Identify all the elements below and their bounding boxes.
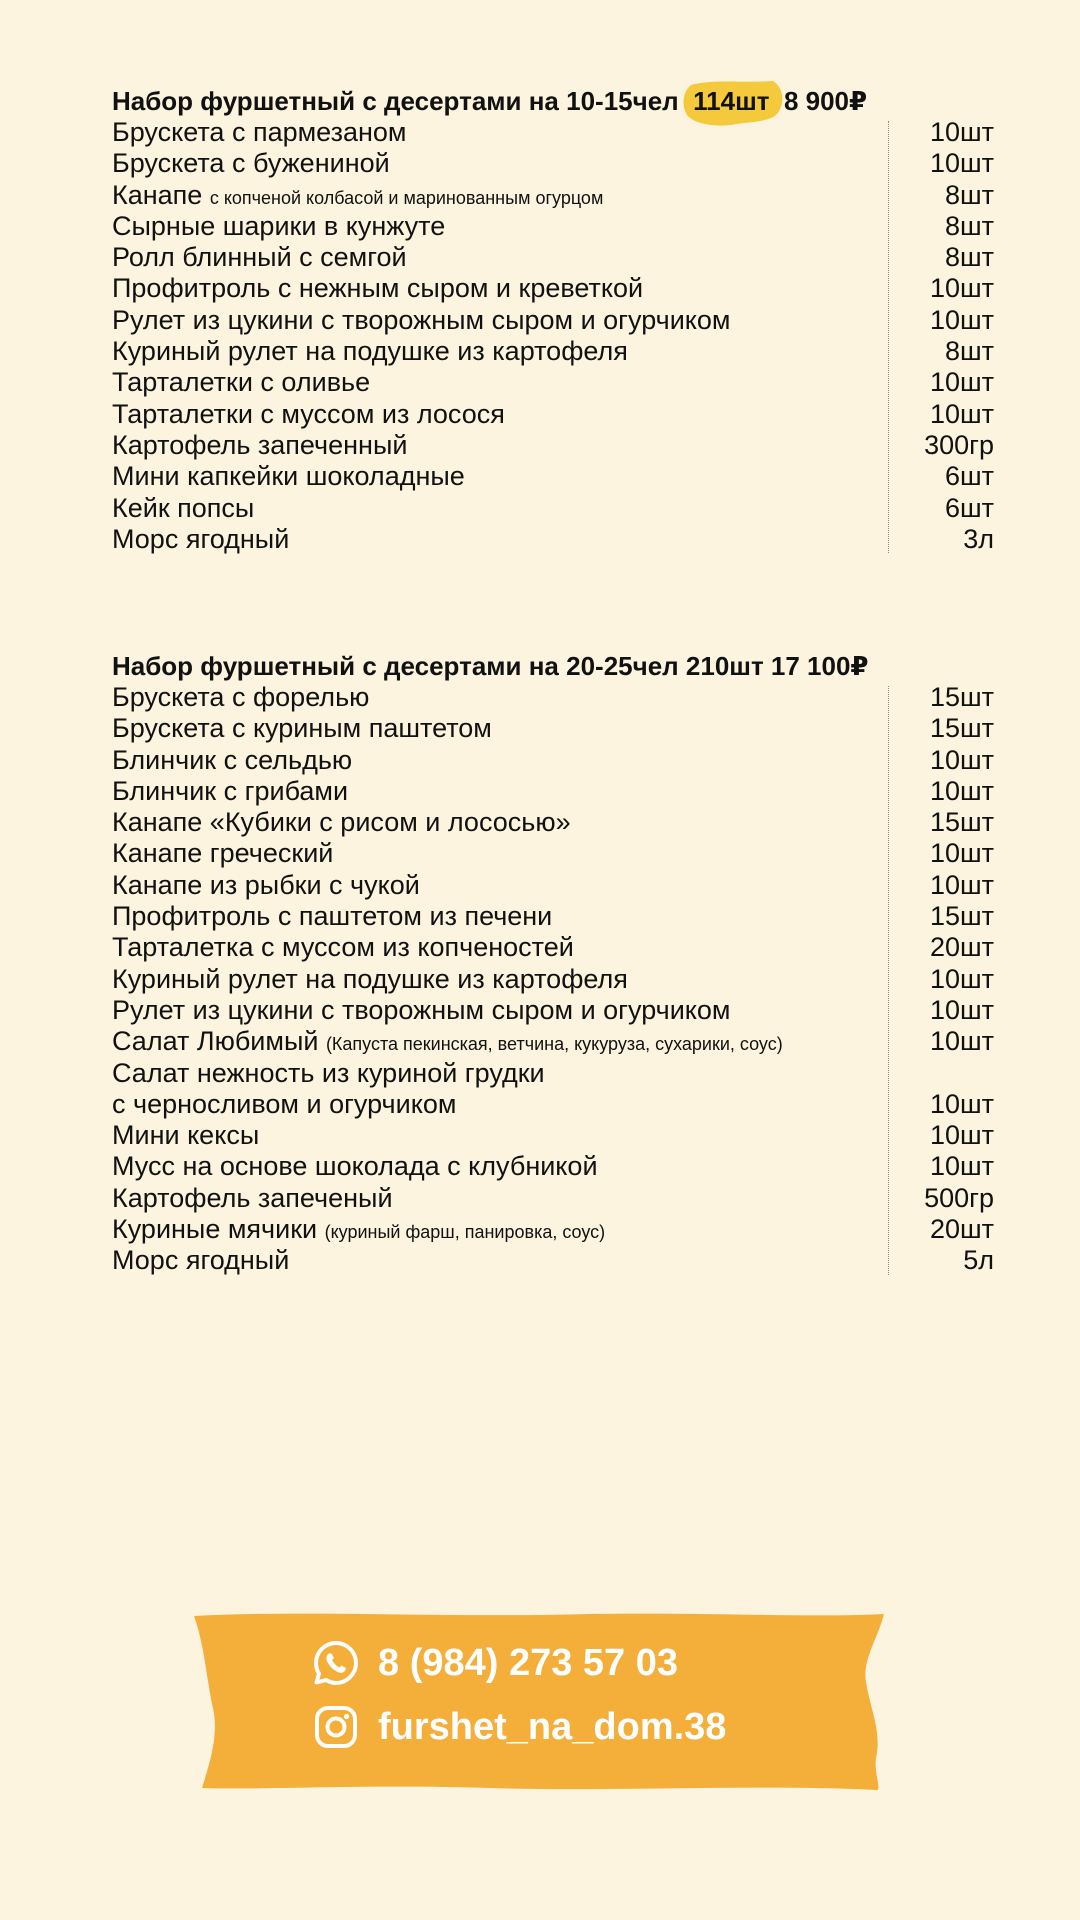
- menu-item: [112, 932, 994, 963]
- menu-item: [112, 1214, 994, 1245]
- menu-item-name: [112, 1120, 259, 1151]
- menu-item-name: [112, 1151, 598, 1182]
- menu-item-note: (куриный фарш, панировка, соус): [324, 1222, 606, 1243]
- set-1-title: Набор фуршетный с десертами на 10-15чел: [112, 86, 679, 116]
- menu-item: [112, 117, 994, 148]
- menu-item-name: [112, 964, 628, 995]
- menu-item-title: Картофель запеченный: [112, 429, 408, 460]
- menu-item-quantity: 500гр: [924, 1182, 994, 1213]
- menu-item-quantity: 8шт: [944, 179, 994, 210]
- menu-item: [112, 305, 994, 336]
- menu-item: [112, 524, 994, 555]
- menu-item-quantity: 15шт: [929, 713, 994, 744]
- menu-item-title: Канапе: [112, 179, 210, 210]
- menu-item: [112, 430, 994, 461]
- menu-item-name: [112, 430, 407, 461]
- menu-item-quantity: 6шт: [944, 492, 994, 523]
- menu-item-quantity: 10шт: [929, 1026, 994, 1057]
- contact-ribbon: [190, 1608, 888, 1794]
- menu-item-title: Сырные шарики в кунжуте: [112, 210, 446, 241]
- menu-item-name: [112, 682, 369, 713]
- menu-item-name: [112, 524, 289, 555]
- menu-item-title: с черносливом и огурчиком: [112, 1088, 457, 1119]
- menu-item-quantity: 10шт: [929, 304, 994, 335]
- menu-item-quantity: 6шт: [944, 461, 994, 492]
- menu-item-name: [112, 1089, 456, 1120]
- menu-item-title: Куриный рулет на подушке из картофеля: [112, 963, 628, 994]
- menu-item-name: [112, 932, 574, 963]
- menu-item-name: [112, 211, 445, 242]
- menu-item-name: [112, 273, 643, 304]
- menu-item: [112, 1058, 994, 1089]
- menu-item-title: Блинчик с сельдью: [112, 744, 353, 775]
- menu-item-quantity: 8шт: [944, 242, 994, 273]
- menu-item-quantity: 8шт: [944, 210, 994, 241]
- menu-item: [112, 1245, 994, 1276]
- menu-item-name: [112, 776, 348, 807]
- menu-item: [112, 211, 994, 242]
- menu-item-quantity: 10шт: [929, 1151, 994, 1182]
- menu-item-title: Куриные мячики: [112, 1214, 325, 1245]
- menu-item-quantity: 10шт: [929, 367, 994, 398]
- menu-item-name: [112, 745, 352, 776]
- menu-item-name: [112, 1245, 289, 1276]
- whatsapp-icon: [312, 1639, 360, 1687]
- menu-item-quantity: 10шт: [929, 963, 994, 994]
- menu-item-title: Рулет из цукини с творожным сыром и огурчиком: [112, 994, 731, 1025]
- instagram-icon: [312, 1703, 360, 1751]
- menu-item-title: Салат нежность из куриной грудки: [112, 1057, 545, 1088]
- menu-item-title: Профитроль с паштетом из печени: [112, 901, 553, 932]
- phone-contact[interactable]: [312, 1638, 678, 1688]
- menu-item: [112, 461, 994, 492]
- menu-item-quantity: 3л: [963, 523, 994, 554]
- menu-item: [112, 1026, 994, 1057]
- menu-item: [112, 745, 994, 776]
- menu-item-quantity: 10шт: [929, 775, 994, 806]
- menu-item-name: [112, 367, 370, 398]
- menu-item: [112, 242, 994, 273]
- menu-item-name: [112, 399, 505, 430]
- menu-item-name: [112, 870, 420, 901]
- menu-item: [112, 995, 994, 1026]
- set-1-count: 114шт: [693, 86, 770, 116]
- menu-item: [112, 870, 994, 901]
- menu-item-title: Мусс на основе шоколада с клубникой: [112, 1151, 598, 1182]
- menu-item-quantity: 20шт: [929, 932, 994, 963]
- menu-item-name: [112, 1183, 393, 1214]
- menu-item-title: Ролл блинный с семгой: [112, 242, 407, 273]
- menu-item: [112, 493, 994, 524]
- set-1-count-highlight: [693, 86, 769, 117]
- menu-item-quantity: 8шт: [944, 336, 994, 367]
- menu-item: [112, 1120, 994, 1151]
- set-1-heading: [112, 86, 994, 117]
- menu-item-name: [112, 838, 333, 869]
- menu-item: [112, 148, 994, 179]
- menu-item-title: Брускета с куриным паштетом: [112, 713, 492, 744]
- menu-item-title: Канапе из рыбки с чукой: [112, 869, 420, 900]
- menu-item-name: [112, 1058, 545, 1089]
- instagram-contact[interactable]: [312, 1702, 726, 1752]
- menu-item-note: (Капуста пекинская, ветчина, кукуруза, сухарики, соус): [325, 1034, 783, 1055]
- menu-item-name: [112, 1026, 783, 1060]
- menu-item-title: Мини кексы: [112, 1120, 260, 1151]
- set-1-price: 8 900₽: [783, 86, 868, 116]
- menu-item-quantity: 5л: [963, 1245, 994, 1276]
- menu-item-title: Брускета с форелью: [112, 682, 370, 712]
- menu-item: [112, 336, 994, 367]
- set-2-items: [112, 682, 994, 1277]
- menu-item-title: Канапе греческий: [112, 838, 334, 869]
- menu-item-title: Тарталетки с оливье: [112, 367, 371, 398]
- menu-item-name: [112, 901, 552, 932]
- menu-item-name: [112, 305, 730, 336]
- menu-item: [112, 1183, 994, 1214]
- menu-item: [112, 399, 994, 430]
- instagram-handle: furshet_na_dom.38: [378, 1705, 727, 1748]
- phone-number: 8 (984) 273 57 03: [378, 1641, 679, 1684]
- menu-item-name: [112, 713, 492, 744]
- menu-item-note: с копченой колбасой и маринованным огурцом: [209, 187, 604, 208]
- menu-item: [112, 367, 994, 398]
- menu-item-title: Мини капкейки шоколадные: [112, 461, 465, 492]
- menu-item-title: Рулет из цукини с творожным сыром и огурчиком: [112, 304, 731, 335]
- menu-item: [112, 180, 994, 211]
- set-1-section: [112, 86, 994, 555]
- menu-item-title: Брускета с пармезаном: [112, 117, 407, 147]
- menu-item: [112, 1151, 994, 1182]
- menu-item-quantity: 10шт: [929, 994, 994, 1025]
- menu-item-title: Морс ягодный: [112, 523, 290, 554]
- menu-item-name: [112, 461, 465, 492]
- menu-item-title: Морс ягодный: [112, 1245, 290, 1276]
- menu-item: [112, 838, 994, 869]
- menu-item-name: [112, 493, 254, 524]
- set-2-title: Набор фуршетный с десертами на 20-25чел 210шт 17 100₽: [112, 651, 869, 681]
- menu-item-quantity: 20шт: [929, 1214, 994, 1245]
- menu-item-name: [112, 180, 603, 214]
- menu-item-title: Картофель запеченый: [112, 1182, 393, 1213]
- menu-item-name: [112, 807, 571, 838]
- menu-item-title: Брускета с бужениной: [112, 148, 390, 179]
- menu-item-quantity: 10шт: [929, 117, 994, 147]
- menu-item-name: [112, 242, 407, 273]
- menu-item-title: Профитроль с нежным сыром и креветкой: [112, 273, 644, 304]
- menu-item-quantity: 10шт: [929, 1088, 994, 1119]
- menu-item-quantity: 10шт: [929, 1120, 994, 1151]
- menu-item: [112, 273, 994, 304]
- set-1-items: [112, 117, 994, 555]
- menu-item-quantity: 10шт: [929, 148, 994, 179]
- menu-item-quantity: 15шт: [929, 807, 994, 838]
- menu-item-quantity: 10шт: [929, 869, 994, 900]
- menu-item: [112, 1089, 994, 1120]
- menu-item-title: Салат Любимый: [112, 1026, 326, 1057]
- menu-item: [112, 807, 994, 838]
- menu-item-quantity: 10шт: [929, 838, 994, 869]
- menu-item-quantity: 10шт: [929, 744, 994, 775]
- menu-item-quantity: 10шт: [929, 398, 994, 429]
- menu-item-name: [112, 336, 628, 367]
- menu-item-title: Тарталетки с муссом из лосося: [112, 398, 505, 429]
- menu-item-title: Куриный рулет на подушке из картофеля: [112, 336, 628, 367]
- menu-item-quantity: 300гр: [924, 429, 994, 460]
- menu-item-name: [112, 148, 390, 179]
- menu-item: [112, 713, 994, 744]
- menu-item-title: Блинчик с грибами: [112, 775, 349, 806]
- menu-item-name: [112, 117, 406, 148]
- menu-item: [112, 964, 994, 995]
- menu-item-title: Канапе «Кубики с рисом и лососью»: [112, 807, 571, 838]
- menu-item-quantity: 15шт: [929, 682, 994, 712]
- menu-item-title: Тарталетка с муссом из копченостей: [112, 932, 574, 963]
- menu-item-quantity: 15шт: [929, 901, 994, 932]
- menu-item: [112, 901, 994, 932]
- menu-item-name: [112, 1214, 605, 1248]
- set-2-section: [112, 651, 994, 1277]
- menu-item-quantity: 10шт: [929, 273, 994, 304]
- menu-item: [112, 682, 994, 713]
- menu-item: [112, 776, 994, 807]
- menu-item-title: Кейк попсы: [112, 492, 255, 523]
- menu-item-name: [112, 995, 730, 1026]
